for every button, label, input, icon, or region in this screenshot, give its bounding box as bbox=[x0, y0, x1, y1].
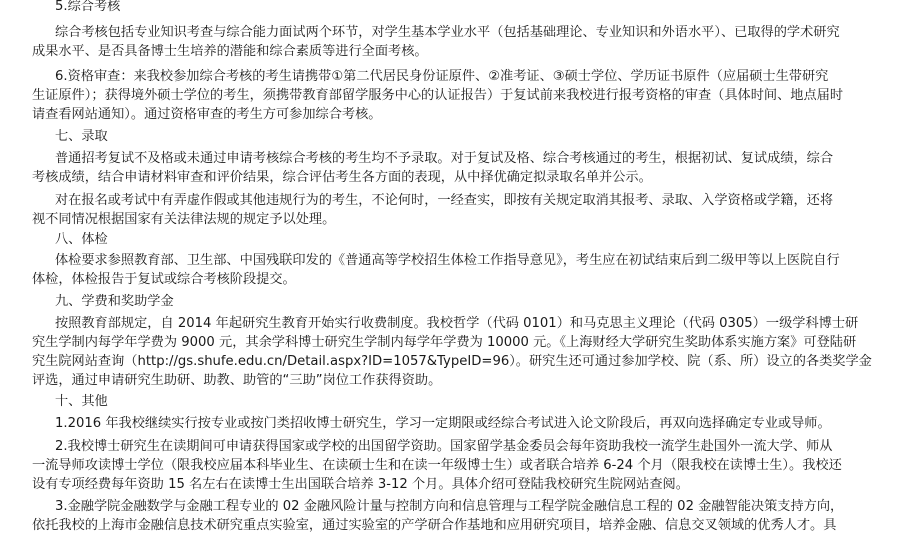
paragraph-line: 综合考核包括专业知识考查与综合能力面试两个环节，对学生基本学业水平（包括基础理论、专业知识和外语水平）、已取得的学术研究 bbox=[55, 25, 840, 40]
paragraph-line: 设有专项经费每年资助 15 名左右在读博士生出国联合培养 3-12 个月。具体介绍可登陆我校研究生院网站查阅。 bbox=[32, 477, 689, 492]
section-heading: 七、录取 bbox=[55, 129, 108, 144]
paragraph-line: 对在报名或考试中有弄虚作假或其他违规行为的考生，不论何时，一经查实，即按有关规定取消其报考、录取、入学资格或学籍，还将 bbox=[55, 193, 834, 208]
section-heading: 九、学费和奖助学金 bbox=[55, 294, 174, 309]
paragraph-line: 6.资格审查：来我校参加综合考核的考生请携带①第二代居民身份证原件、②准考证、③硕士学位、学历证书原件（应届硕士生带研究 bbox=[55, 69, 829, 84]
paragraph-line: 一流导师攻读博士学位（限我校应届本科毕业生、在读硕士生和在读一年级博士生）或者联合培养 6-24 个月（限我校在读博士生）。我校还 bbox=[32, 458, 842, 473]
paragraph-line: 请查看网站通知）。通过资格审查的考生方可参加综合考核。 bbox=[32, 107, 382, 122]
paragraph-line: 考核成绩，结合申请材料审查和评价结果，综合评估考生各方面的表现，从中择优确定拟录取名单并公示。 bbox=[32, 170, 652, 185]
paragraph-line: 究生院网站查询（http://gs.shufe.edu.cn/Detail.aspx?ID=1057&TypeID=96）。研究生还可通过参加学校、院（系、所）设立的各类奖学金 bbox=[32, 354, 872, 369]
paragraph-line: 2.我校博士研究生在读期间可申请获得国家或学校的出国留学资助。国家留学基金委员会每年资助我校一流学生赴国外一流大学、师从 bbox=[55, 439, 833, 454]
paragraph-line: 按照教育部规定，自 2014 年起研究生教育开始实行收费制度。我校哲学（代码 0101）和马克思主义理论（代码 0305）一级学科博士研 bbox=[55, 316, 859, 331]
paragraph-line: 依托我校的上海市金融信息技术研究重点实验室，通过实验室的产学研合作基地和应用研究项目，培养金融、信息交叉领域的优秀人才。具 bbox=[32, 518, 837, 533]
paragraph-line: 3.金融学院金融数学与金融工程专业的 02 金融风险计量与控制方向和信息管理与工程学院金融信息工程的 02 金融智能决策支持方向， bbox=[55, 499, 844, 514]
section-heading: 十、其他 bbox=[55, 394, 108, 409]
paragraph-line: 评选，通过申请研究生助研、助教、助管的“三助”岗位工作获得资助。 bbox=[32, 373, 442, 388]
section-heading: 八、体检 bbox=[55, 232, 108, 247]
paragraph-line: 究生学制内每学年学费为 9000 元，其余学科博士研究生学制内每学年学费为 10000 元。《上海财经大学研究生奖助体系实施方案》可登陆研 bbox=[32, 335, 857, 350]
paragraph-line: 视不同情况根据国家有关法律法规的规定予以处理。 bbox=[32, 212, 336, 227]
paragraph-line: 生证原件）；获得境外硕士学位的考生，须携带教育部留学服务中心的认证报告）于复试前来我校进行报考资格的审查（具体时间、地点届时 bbox=[32, 88, 844, 103]
paragraph-line: 成果水平、是否具备博士生培养的潜能和综合素质等进行全面考核。 bbox=[32, 44, 428, 59]
section-heading: 5.综合考核 bbox=[55, 0, 121, 14]
paragraph-line: 体检，体检报告于复试或综合考核阶段提交。 bbox=[32, 272, 296, 287]
paragraph-line: 普通招考复试不及格或未通过申请考核综合考核的考生均不予录取。对于复试及格、综合考核通过的考生，根据初试、复试成绩，综合 bbox=[55, 151, 834, 166]
paragraph-line: 1.2016 年我校继续实行按专业或按门类招收博士研究生，学习一定期限或经综合考试进入论文阶段后，再双向选择确定专业或导师。 bbox=[55, 416, 831, 431]
paragraph-line: 体检要求参照教育部、卫生部、中国残联印发的《普通高等学校招生体检工作指导意见》，考生应在初试结束后到二级甲等以上医院自行 bbox=[55, 253, 840, 268]
